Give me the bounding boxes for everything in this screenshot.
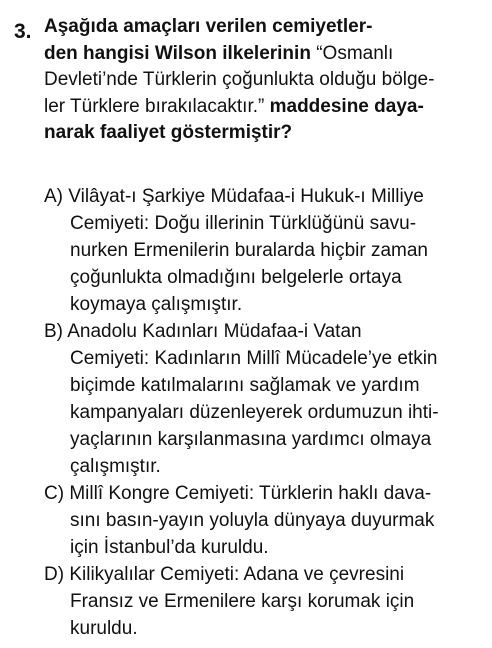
stem-text: den hangisi Wilson ilkelerinin	[44, 42, 317, 64]
option-b-line: kampanyaları düzenleyerek ordumuzun ihti-	[70, 402, 439, 423]
option-a-line: Cemiyeti: Doğu illerinin Türklüğünü savu-	[70, 213, 417, 234]
question-number: 3.	[14, 20, 32, 43]
option-c-line: sını basın-yayın yoluyla dünyaya duyurmak	[70, 510, 435, 531]
option-b-line: biçimde katılmalarını sağlamak ve yardım	[70, 375, 420, 396]
option-d-line: kuruldu.	[70, 618, 138, 639]
stem-line	[44, 94, 484, 121]
stem-text: narak faaliyet göstermiştir?	[44, 122, 293, 143]
option-b-line: yaçlarının karşılanmasına yardımcı olmaya	[70, 429, 432, 450]
option-b-line: çalışmıştır.	[70, 456, 161, 477]
option-d-line: Fransız ve Ermenilere karşı korumak için	[70, 591, 415, 612]
stem-text: Devleti’nde Türklerin çoğunlukta olduğu bölge-	[44, 69, 435, 90]
option-d[interactable]	[44, 561, 484, 642]
option-c-line: için İstanbul’da kuruldu.	[70, 537, 269, 558]
option-b-line: Cemiyeti: Kadınların Millî Mücadele’ye etkin	[70, 348, 438, 369]
option-a-line: nurken Ermenilerin buralarda hiçbir zaman	[70, 240, 429, 261]
stem-text: ler Türklere bırakılacaktır.”	[44, 95, 270, 117]
stem-line	[44, 14, 484, 41]
stem-line	[44, 41, 484, 68]
option-a-line: çoğunlukta olmadığını belgelerle ortaya	[70, 267, 402, 288]
stem-text: maddesine daya-	[269, 95, 424, 117]
stem-line	[44, 120, 484, 147]
option-a-line: A) Vilâyat-ı Şarkiye Müdafaa-i Hukuk-ı Milliye	[44, 186, 424, 207]
option-b-line: B) Anadolu Kadınları Müdafaa-i Vatan	[44, 321, 362, 342]
option-d-line: D) Kilikyalılar Cemiyeti: Adana ve çevresini	[44, 564, 405, 585]
option-b[interactable]	[44, 318, 484, 480]
option-a-line: koymaya çalışmıştır.	[70, 294, 243, 315]
stem-text: Aşağıda amaçları verilen cemiyetler-	[44, 16, 373, 37]
stem-line	[44, 67, 484, 94]
answer-options	[44, 183, 484, 642]
stem-text: “Osmanlı	[316, 42, 394, 64]
option-c-line: C) Millî Kongre Cemiyeti: Türklerin haklı dava-	[44, 483, 432, 504]
option-a[interactable]	[44, 183, 484, 318]
question-stem	[44, 14, 484, 147]
option-c[interactable]	[44, 480, 484, 561]
